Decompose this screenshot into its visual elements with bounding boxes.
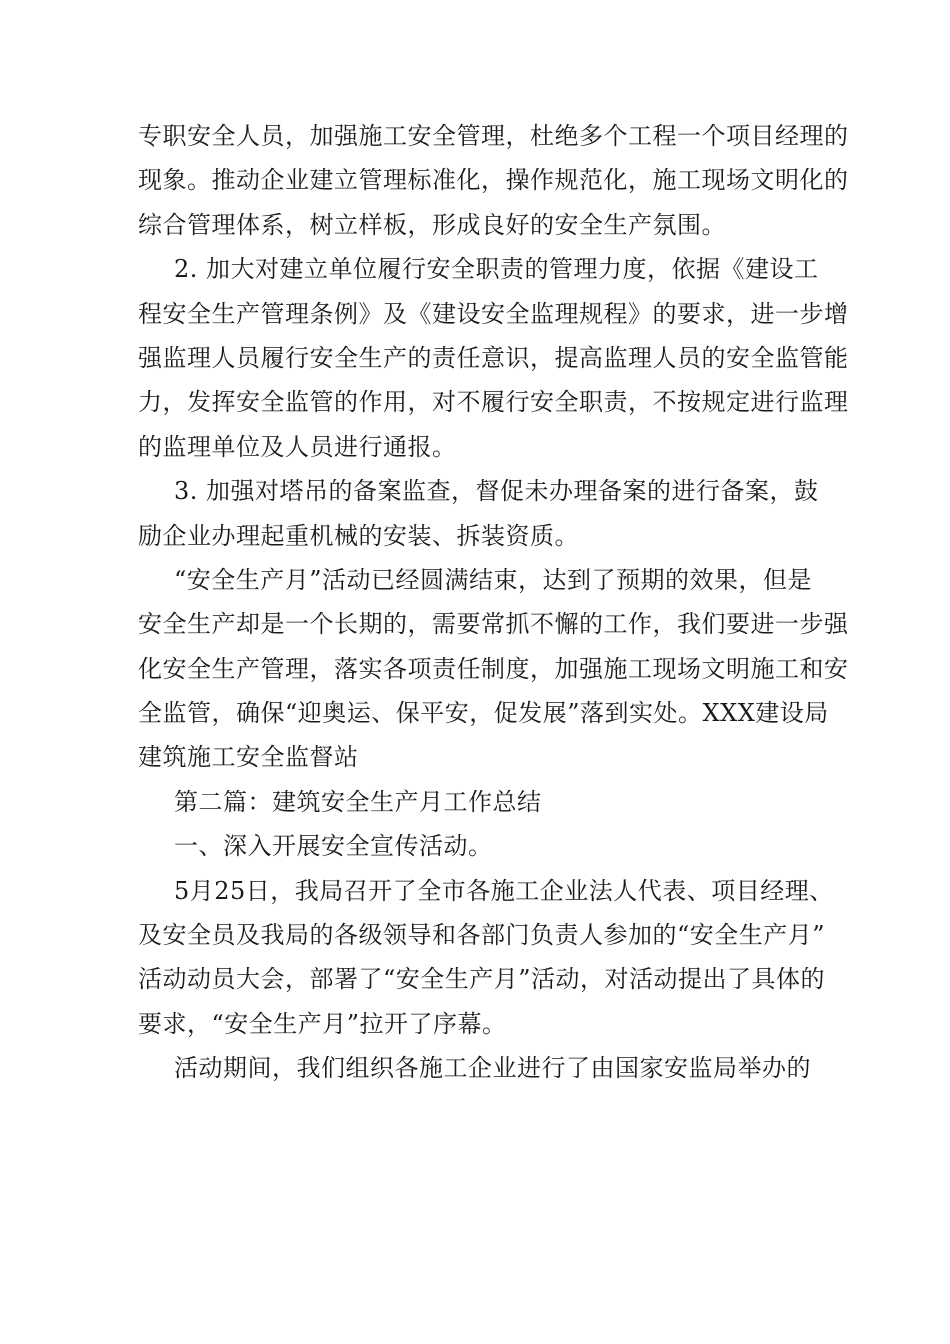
text-line-9: 3. 加强对塔吊的备案监查，督促未办理备案的进行备案，鼓	[174, 477, 819, 506]
text-line-13: 化安全生产管理，落实各项责任制度，加强施工现场文明施工和安	[138, 654, 849, 683]
text-line-20: 活动动员大会，部署了“安全生产月”活动，对活动提出了具体的	[138, 965, 826, 994]
text-line-5: 程安全生产管理条例》及《建设安全监理规程》的要求，进一步增	[138, 299, 849, 328]
text-line-11: “安全生产月”活动已经圆满结束，达到了预期的效果，但是	[174, 565, 813, 594]
text-line-6: 强监理人员履行安全生产的责任意识，提高监理人员的安全监管能	[138, 343, 849, 372]
text-line-12: 安全生产却是一个长期的，需要常抓不懈的工作，我们要进一步强	[138, 610, 849, 639]
text-line-7: 力，发挥安全监管的作用，对不履行安全职责，不按规定进行监理	[138, 388, 849, 417]
section-heading-1: 一、深入开展安全宣传活动。	[174, 832, 493, 861]
text-line-21: 要求，“安全生产月”拉开了序幕。	[138, 1009, 507, 1038]
text-line-3: 综合管理体系，树立样板，形成良好的安全生产氛围。	[138, 210, 726, 239]
text-line-8: 的监理单位及人员进行通报。	[138, 432, 457, 461]
text-line-18: 5月25日，我局召开了全市各施工企业法人代表、项目经理、	[174, 876, 834, 905]
text-line-15: 建筑施工安全监督站	[138, 743, 359, 772]
text-line-14: 全监管，确保“迎奥运、保平安，促发展”落到实处。XXX建设局	[138, 699, 829, 728]
text-line-1: 专职安全人员，加强施工安全管理，杜绝多个工程一个项目经理的	[138, 122, 849, 150]
text-line-10: 励企业办理起重机械的安装、拆装资质。	[138, 521, 579, 550]
text-line-19: 及安全员及我局的各级领导和各部门负责人参加的“安全生产月”	[138, 921, 826, 950]
text-line-22: 活动期间，我们组织各施工企业进行了由国家安监局举办的	[174, 1054, 811, 1083]
document-body	[138, 114, 849, 1091]
text-line-4: 2. 加大对建立单位履行安全职责的管理力度，依据《建设工	[174, 255, 819, 284]
text-line-2: 现象。推动企业建立管理标准化，操作规范化，施工现场文明化的	[138, 166, 849, 195]
section-title: 第二篇：建筑安全生产月工作总结	[174, 787, 542, 816]
